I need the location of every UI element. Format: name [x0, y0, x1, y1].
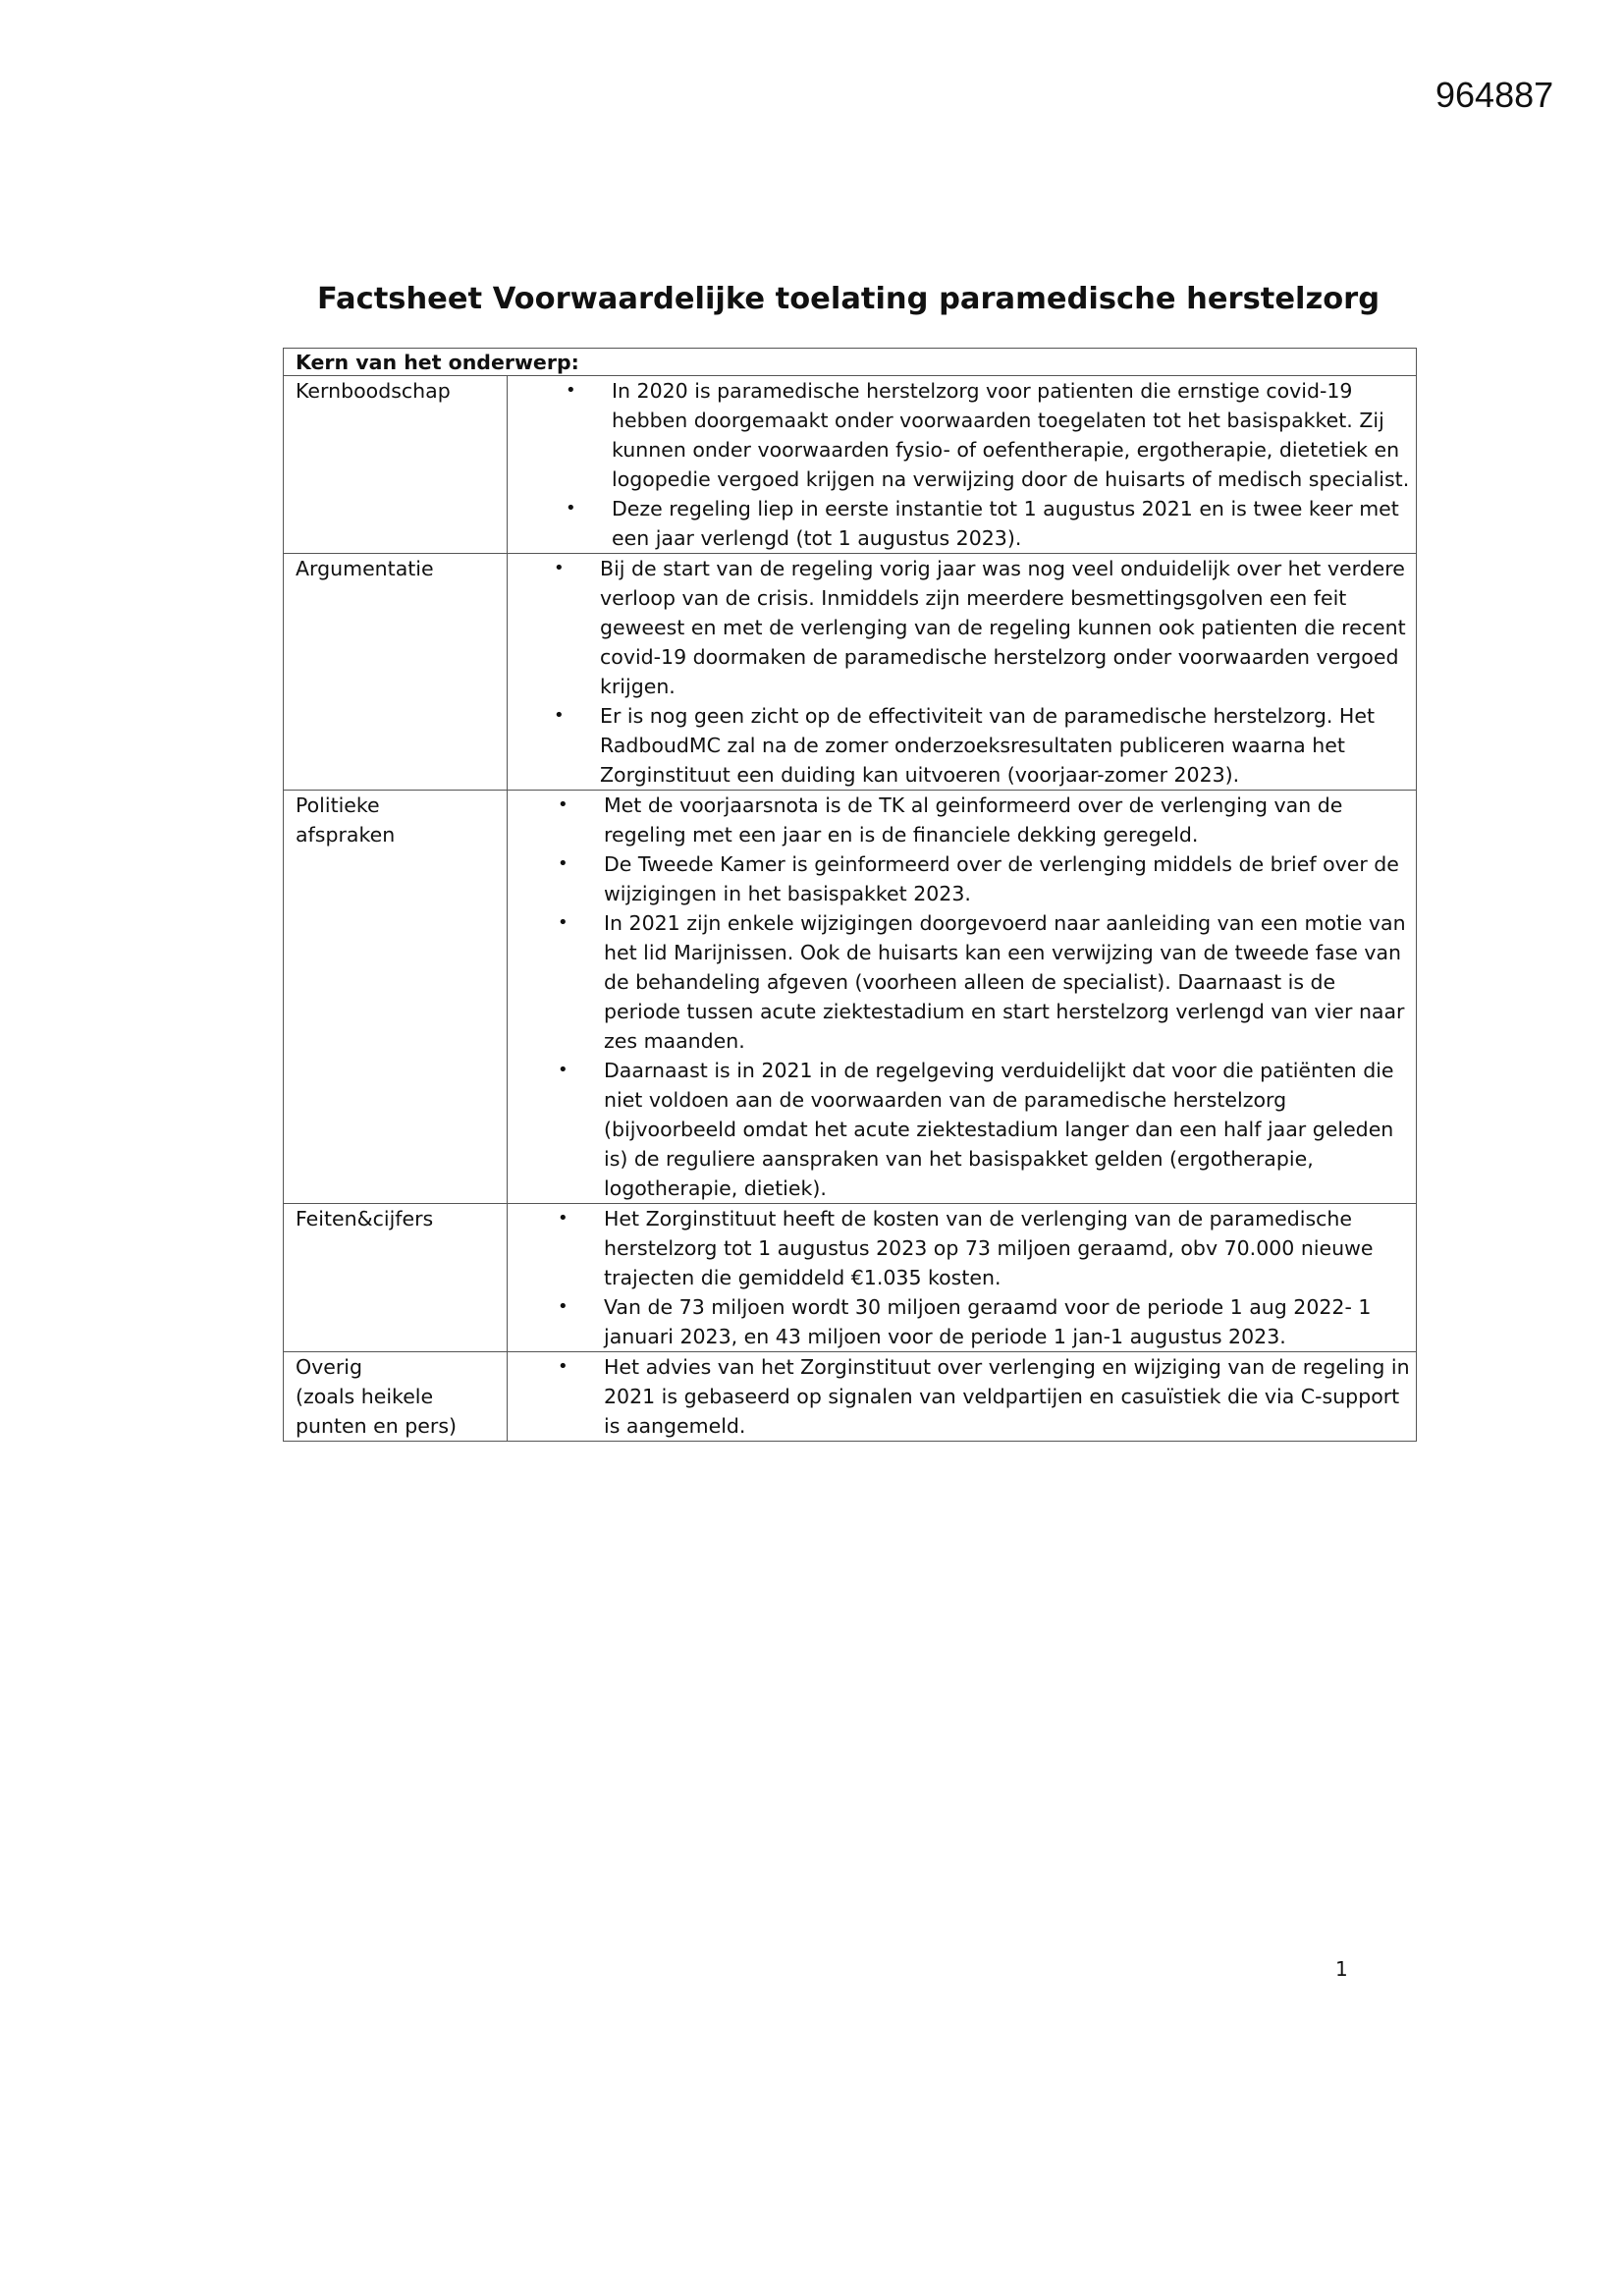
row-label: Feiten&cijfers: [284, 1204, 508, 1352]
bullet-item: • Van de 73 miljoen wordt 30 miljoen geraamd voor de periode 1 aug 2022- 1 januari 2023, en 43 miljoen voor de periode 1 jan-1 augustus 2023.: [604, 1292, 1410, 1351]
row-content: [508, 376, 1417, 554]
bullet-item: • Het Zorginstituut heeft de kosten van de verlenging van de paramedische herstelzorg tot 1 augustus 2023 op 73 miljoen geraamd, obv 70.000 nieuwe trajecten die gemiddeld €1.035 kosten.: [604, 1204, 1410, 1292]
bullet-list: [604, 1204, 1410, 1351]
bullet-list: [600, 554, 1410, 790]
table-row-argumentatie: [284, 554, 1417, 791]
row-label-line: (zoals heikele: [296, 1385, 434, 1408]
row-content: [508, 1352, 1417, 1442]
row-label: [284, 791, 508, 1204]
bullet-item: • Met de voorjaarsnota is de TK al geinformeerd over de verlenging van de regeling met een jaar en is de financiele dekking geregeld.: [604, 791, 1410, 849]
row-label: Argumentatie: [284, 554, 508, 791]
table-row-politieke-afspraken: [284, 791, 1417, 1204]
row-content: [508, 1204, 1417, 1352]
bullet-item: • Deze regeling liep in eerste instantie tot 1 augustus 2021 en is twee keer met een jaar verlengd (tot 1 augustus 2023).: [612, 494, 1410, 553]
bullet-item: • In 2021 zijn enkele wijzigingen doorgevoerd naar aanleiding van een motie van het lid Marijnissen. Ook de huisarts kan een verwijzing van de tweede fase van de behandeling afgeven (voorheen alleen de specialist). Daarnaast is de periode tussen acute ziektestadium en start herstelzorg verlengd van vier naar zes maanden.: [604, 908, 1410, 1056]
table-row-overig: [284, 1352, 1417, 1442]
table-row-feiten-cijfers: [284, 1204, 1417, 1352]
factsheet-table: [283, 348, 1417, 1442]
row-label-line: afspraken: [296, 823, 396, 847]
row-content: [508, 791, 1417, 1204]
document-number: 964887: [1435, 75, 1554, 115]
row-content: [508, 554, 1417, 791]
table-row-kernboodschap: [284, 376, 1417, 554]
row-label: Kernboodschap: [284, 376, 508, 554]
page-number: 1: [1335, 1957, 1348, 1981]
row-label: [284, 1352, 508, 1442]
bullet-list: [604, 791, 1410, 1203]
row-label-line: Politieke: [296, 793, 380, 817]
row-label-line: punten en pers): [296, 1414, 458, 1438]
bullet-item: • Daarnaast is in 2021 in de regelgeving verduidelijkt dat voor die patiënten die niet voldoen aan de voorwaarden van de paramedische herstelzorg (bijvoorbeeld omdat het acute ziektestadium langer dan een half jaar geleden is) de reguliere aanspraken van het basispakket gelden (ergotherapie, logotherapie, dietiek).: [604, 1056, 1410, 1203]
page-title: Factsheet Voorwaardelijke toelating paramedische herstelzorg: [317, 282, 1380, 316]
bullet-item: • Er is nog geen zicht op de effectiviteit van de paramedische herstelzorg. Het RadboudMC zal na de zomer onderzoeksresultaten publiceren waarna het Zorginstituut een duiding kan uitvoeren (voorjaar-zomer 2023).: [600, 701, 1410, 790]
bullet-item: • Het advies van het Zorginstituut over verlenging en wijziging van de regeling in 2021 is gebaseerd op signalen van veldpartijen en casuïstiek die via C-support is aangemeld.: [604, 1352, 1410, 1441]
table-heading-row: [284, 349, 1417, 376]
bullet-list: [612, 376, 1410, 553]
row-label-line: Overig: [296, 1355, 363, 1379]
bullet-item: • Bij de start van de regeling vorig jaar was nog veel onduidelijk over het verdere verloop van de crisis. Inmiddels zijn meerdere besmettingsgolven een feit geweest en met de verlenging van de regeling kunnen ook patienten die recent covid-19 doormaken de paramedische herstelzorg onder voorwaarden vergoed krijgen.: [600, 554, 1410, 701]
table-heading: Kern van het onderwerp:: [284, 349, 1417, 376]
bullet-item: • De Tweede Kamer is geinformeerd over de verlenging middels de brief over de wijzigingen in het basispakket 2023.: [604, 849, 1410, 908]
bullet-list: [604, 1352, 1410, 1441]
bullet-item: • In 2020 is paramedische herstelzorg voor patienten die ernstige covid-19 hebben doorgemaakt onder voorwaarden toegelaten tot het basispakket. Zij kunnen onder voorwaarden fysio- of oefentherapie, ergotherapie, dietetiek en logopedie vergoed krijgen na verwijzing door de huisarts of medisch specialist.: [612, 376, 1410, 494]
